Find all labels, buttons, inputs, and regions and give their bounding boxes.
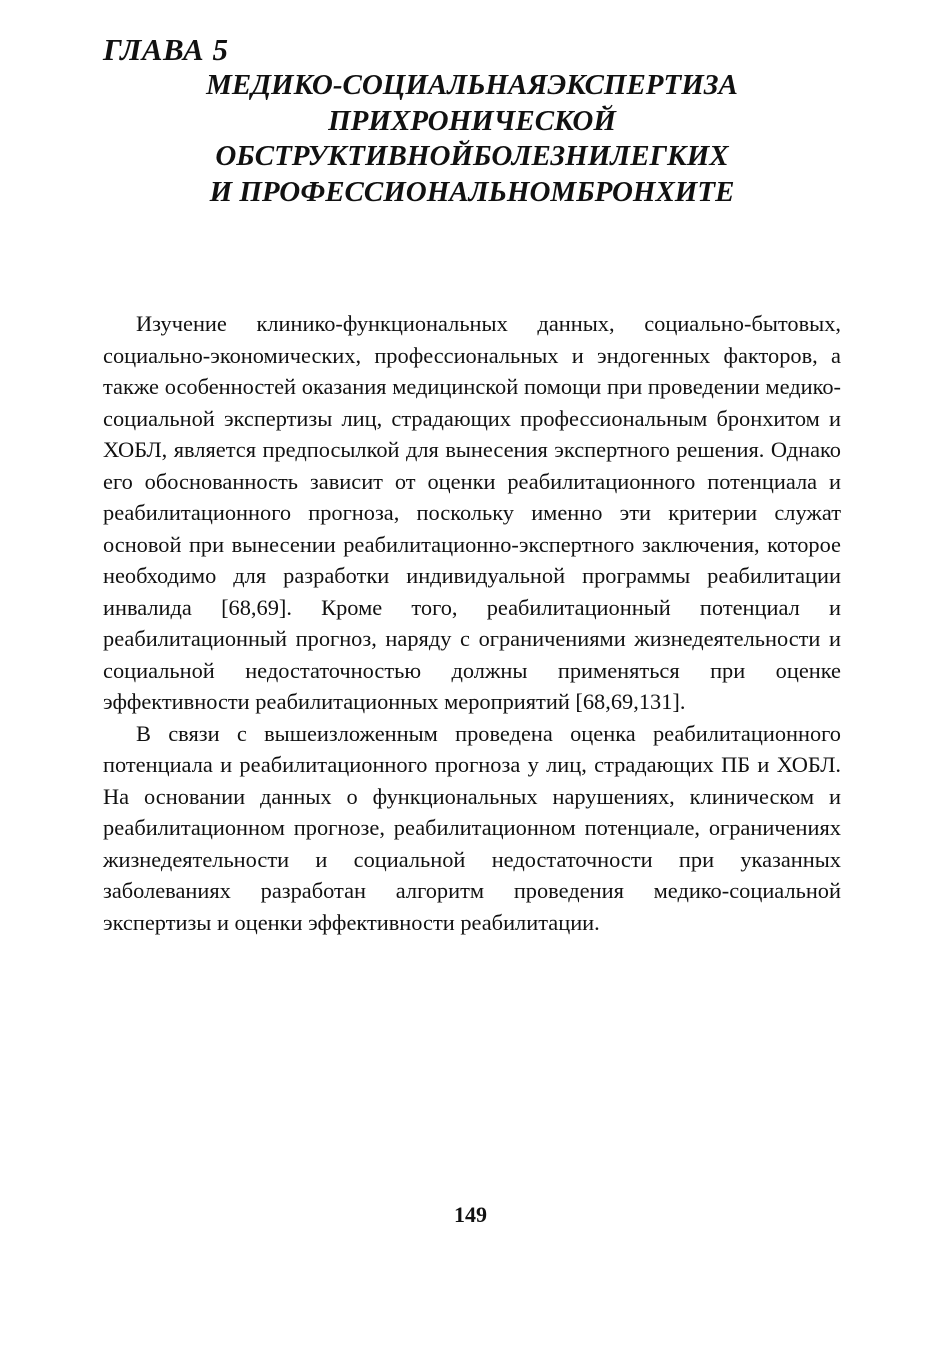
chapter-title-line: МЕДИКО-СОЦИАЛЬНАЯЭКСПЕРТИЗА [206, 69, 738, 101]
chapter-title-line: ПРИХРОНИЧЕСКОЙ [328, 104, 616, 137]
body-paragraph: В связи с вышеизложенным проведена оценка реабилитационного потенциала и реабилитационного прогноза у лиц, страдающих ПБ и ХОБЛ. На основании данных о функциональных нарушениях, клиническом и реабилитационном прогнозе, реабилитационном потенциале, ограничениях жизнедеятельности и социальной недостаточности при указанных заболеваниях разработан алгоритм проведения медико-социальной экспертизы и оценки эффективности реабилитации. [103, 720, 841, 935]
page-number: 149 [454, 1202, 487, 1227]
chapter-label: ГЛАВА 5 [103, 32, 229, 67]
body-paragraph: Изучение клинико-функциональных данных, социально-бытовых, социально-экономических, профессиональных и эндогенных факторов, а также особенностей оказания медицинской помощи при проведении медико-социальной экспертизы лиц, страдающих профессиональным бронхитом и ХОБЛ, является предпосылкой для вынесения экспертного решения. Однако его обоснованность зависит от оценки реабилитационного потенциала и реабилитационного прогноза, поскольку именно эти критерии служат основой при вынесении реабилитационно-экспертного заключения, которое необходимо для разработки индивидуальной программы реабилитации инвалида [68,69]. Кроме того, реабилитационный потенциал и реабилитационный прогноз, наряду с ограничениями жизнедеятельности и социальной недостаточностью должны применяться при оценке эффективности реабилитационных мероприятий [68,69,131]. [103, 311, 841, 714]
chapter-title-line: И ПРОФЕССИОНАЛЬНОМБРОНХИТЕ [209, 175, 735, 208]
chapter-title-line: ОБСТРУКТИВНОЙБОЛЕЗНИЛЕГКИХ [215, 140, 729, 172]
body-text [103, 308, 841, 938]
chapter-title [103, 68, 841, 210]
